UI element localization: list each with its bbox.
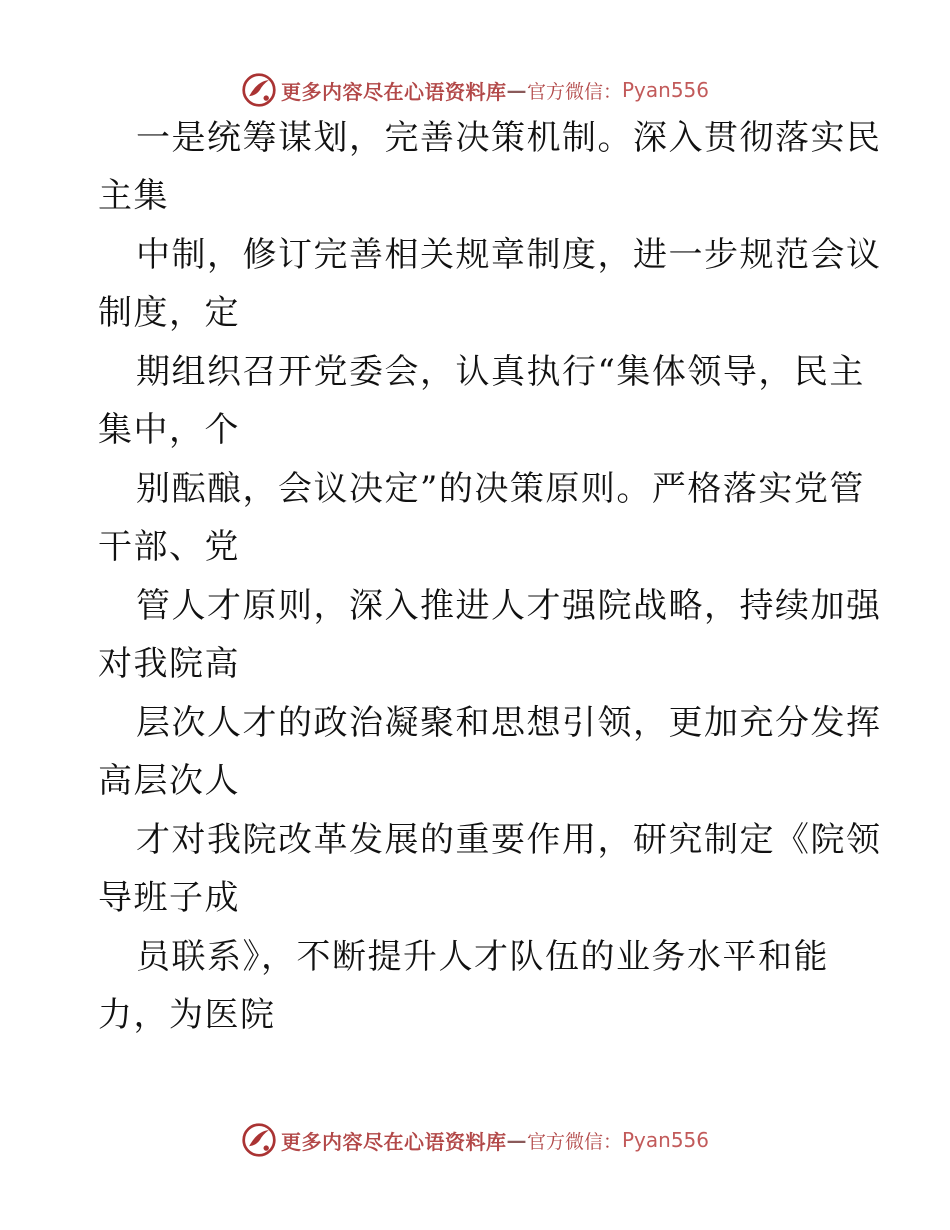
paragraph-line: 期组织召开党委会，认真执行“集体领导，民主: [136, 352, 865, 392]
banner-title: 更多内容尽在心语资料库: [280, 1129, 507, 1154]
paragraph-line: 对我院高: [98, 644, 240, 684]
paragraph-line: 一是统筹谋划，完善决策机制。深入贯彻落实民: [136, 118, 882, 158]
logo-icon: [241, 1122, 277, 1158]
paragraph-line: 别酝酿，会议决定”的决策原则。严格落实党管: [136, 469, 865, 509]
paragraph-line: 高层次人: [98, 761, 240, 801]
paragraph-line: 层次人才的政治凝聚和思想引领，更加充分发挥: [136, 703, 882, 743]
banner-title: 更多内容尽在心语资料库: [280, 79, 507, 104]
banner-wechat-id: Pyan556: [622, 78, 710, 102]
banner-dash: —: [506, 1128, 527, 1152]
banner-wechat-label: 官方微信：: [526, 80, 622, 103]
paragraph-line: 管人才原则，深入推进人才强院战略，持续加强: [136, 586, 882, 626]
header-banner: [0, 68, 950, 112]
paragraph-line: 导班子成: [98, 878, 240, 918]
paragraph-line: 中制，修订完善相关规章制度，进一步规范会议: [136, 235, 882, 275]
banner-dash: —: [506, 78, 527, 102]
paragraph-line: 制度，定: [98, 293, 240, 333]
paragraph-line: 干部、党: [98, 527, 240, 567]
logo-icon: [241, 72, 277, 108]
paragraph-line: 集中，个: [98, 410, 240, 450]
banner-wechat-label: 官方微信：: [526, 1130, 622, 1153]
paragraph-line: 才对我院改革发展的重要作用，研究制定《院领: [136, 820, 882, 860]
paragraph-line: 员联系》，不断提升人才队伍的业务水平和能: [136, 937, 829, 977]
banner-wechat-id: Pyan556: [622, 1128, 710, 1152]
paragraph-line: 主集: [98, 176, 169, 216]
paragraph-line: 力，为医院: [98, 995, 276, 1035]
footer-banner: [0, 1118, 950, 1162]
